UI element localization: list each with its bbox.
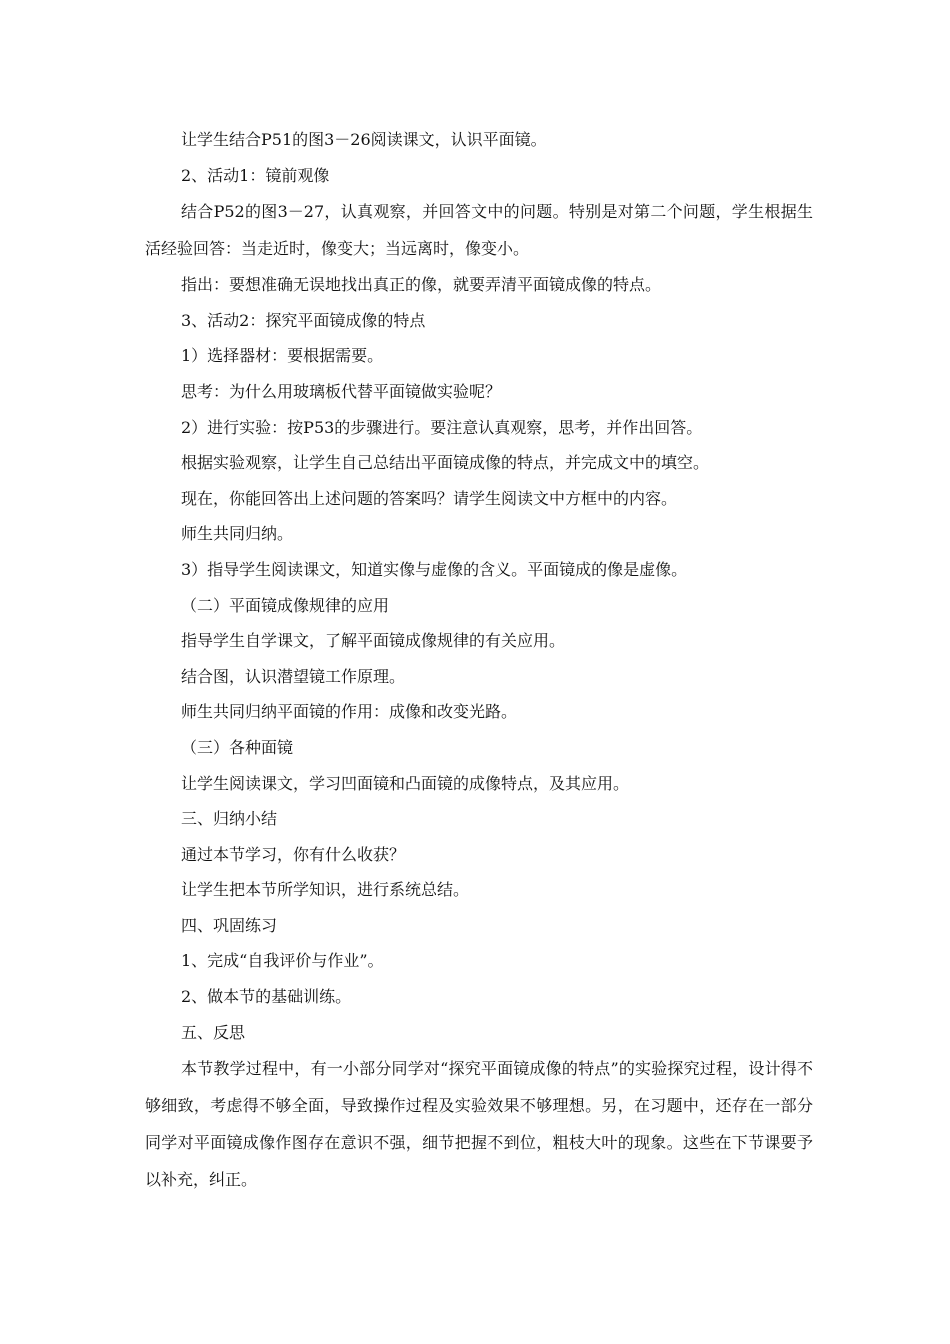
paragraph-7: 思考：为什么用玻璃板代替平面镜做实验呢？ xyxy=(181,381,502,401)
paragraph-16: 师生共同归纳平面镜的作用：成像和改变光路。 xyxy=(181,702,518,722)
paragraph-5: 3、活动2：探究平面镜成像的特点 xyxy=(181,310,426,330)
paragraph-14: 指导学生自学课文，了解平面镜成像规律的有关应用。 xyxy=(181,631,566,651)
paragraph-12: 3）指导学生阅读课文，知道实像与虚像的含义。平面镜成的像是虚像。 xyxy=(181,559,688,579)
paragraph-22: 四、巩固练习 xyxy=(181,915,278,935)
paragraph-26: 本节教学过程中，有一小部分同学对“探究平面镜成像的特点”的实验探究过程，设计得不够细致，考虑得不够全面，导致操作过程及实验效果不够理想。另，在习题中，还存在一部分同学对平面镜成像作图存在意识不强，细节把握不到位，粗枝大叶的现象。这些在下节课要予以补充，纠正。 xyxy=(145,1059,813,1190)
paragraph-13: （二）平面镜成像规律的应用 xyxy=(181,595,390,615)
paragraph-23: 1、完成“自我评价与作业”。 xyxy=(181,951,384,971)
paragraph-21: 让学生把本节所学知识，进行系统总结。 xyxy=(181,880,470,900)
paragraph-10: 现在，你能回答出上述问题的答案吗？请学生阅读文中方框中的内容。 xyxy=(181,488,678,508)
paragraph-8: 2）进行实验：按P53的步骤进行。要注意认真观察，思考，并作出回答。 xyxy=(181,417,703,437)
paragraph-18: 让学生阅读课文，学习凹面镜和凸面镜的成像特点，及其应用。 xyxy=(181,773,630,793)
paragraph-3: 结合P52的图3－27，认真观察，并回答文中的问题。特别是对第二个问题，学生根据生活经验回答：当走近时，像变大；当远离时，像变小。 xyxy=(145,202,813,259)
document-body xyxy=(145,122,813,1198)
paragraph-11: 师生共同归纳。 xyxy=(181,524,294,544)
paragraph-4: 指出：要想准确无误地找出真正的像，就要弄清平面镜成像的特点。 xyxy=(181,275,662,295)
paragraph-17: （三）各种面镜 xyxy=(181,737,294,757)
paragraph-1: 让学生结合P51的图3－26阅读课文，认识平面镜。 xyxy=(181,130,547,149)
paragraph-2: 2、活动1：镜前观像 xyxy=(181,165,330,185)
paragraph-20: 通过本节学习，你有什么收获？ xyxy=(181,844,406,864)
paragraph-19: 三、归纳小结 xyxy=(181,809,278,829)
paragraph-25: 五、反思 xyxy=(181,1022,246,1042)
paragraph-15: 结合图，认识潜望镜工作原理。 xyxy=(181,666,406,686)
paragraph-24: 2、做本节的基础训练。 xyxy=(181,987,352,1007)
paragraph-6: 1）选择器材：要根据需要。 xyxy=(181,346,384,366)
paragraph-9: 根据实验观察，让学生自己总结出平面镜成像的特点，并完成文中的填空。 xyxy=(181,453,710,473)
